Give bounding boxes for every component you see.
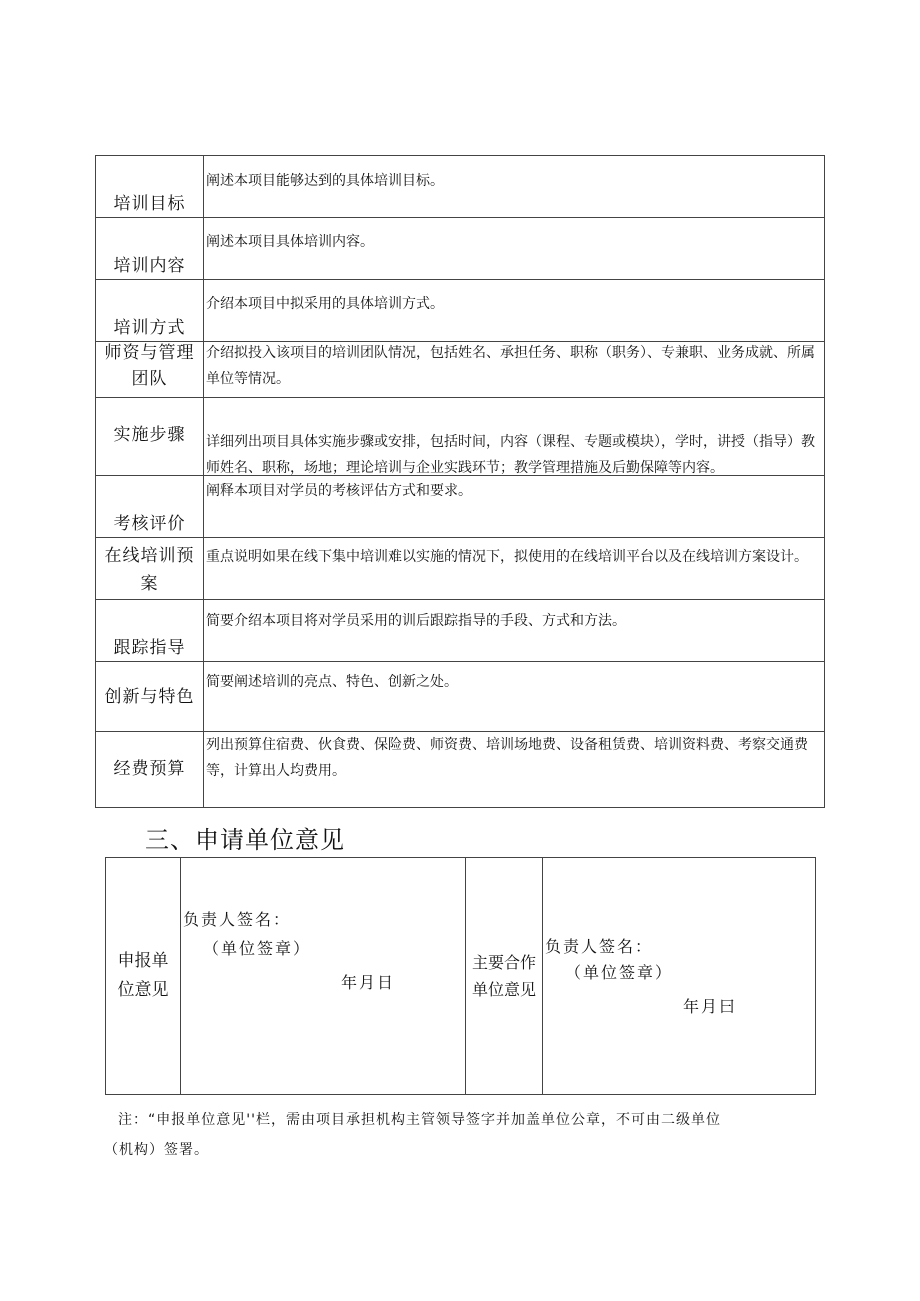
row-label: 师资与管理团队: [96, 342, 204, 398]
partner-date-label: 年月曰: [683, 997, 738, 1016]
table-row: [96, 662, 825, 732]
row-label: 培训内容: [96, 218, 204, 280]
row-label: 创新与特色: [96, 662, 204, 732]
table-row: [96, 342, 825, 398]
section-title: 三、申请单位意见: [145, 826, 345, 854]
row-label: 在线培训预案: [96, 538, 204, 600]
table-row: [96, 732, 825, 808]
table-row: [96, 218, 825, 280]
row-content: 阐释本项目对学员的考核评估方式和要求。: [204, 476, 825, 538]
row-label: 培训目标: [96, 156, 204, 218]
table-row: [96, 280, 825, 342]
table-row: [96, 476, 825, 538]
table-row: [96, 538, 825, 600]
row-content: 阐述本项目具体培训内容。: [204, 218, 825, 280]
row-label: 跟踪指导: [96, 600, 204, 662]
partner-seal-label: （单位签章）: [565, 963, 674, 982]
table-row: [96, 398, 825, 476]
partner-opinion-cell: [543, 858, 816, 1095]
row-content: 简要阐述培训的亮点、特色、创新之处。: [204, 662, 825, 732]
applicant-opinion-cell: [181, 858, 466, 1095]
row-content: 介绍本项目中拟采用的具体培训方式。: [204, 280, 825, 342]
footnote-line-2: （机构）签署。: [104, 1142, 209, 1158]
table-row: [106, 858, 816, 1095]
applicant-opinion-label: 申报单位意见: [106, 858, 181, 1095]
opinion-table: [105, 857, 816, 1095]
row-content: 介绍拟投入该项目的培训团队情况，包括姓名、承担任务、职称（职务）、专兼职、业务成就、所属单位等情况。: [204, 342, 825, 398]
applicant-seal-label: （单位签章）: [203, 939, 312, 958]
partner-sign-label: 负责人签名：: [545, 937, 654, 956]
row-content: 详细列出项目具体实施步骤或安排，包括时间，内容（课程、专题或模块），学时，讲授（指导）教师姓名、职称，场地；理论培训与企业实践环节；教学管理措施及后勤保障等内容。: [204, 398, 825, 476]
table-row: [96, 600, 825, 662]
row-label: 培训方式: [96, 280, 204, 342]
row-content: 简要介绍本项目将对学员采用的训后跟踪指导的手段、方式和方法。: [204, 600, 825, 662]
row-content: 阐述本项目能够达到的具体培训目标。: [204, 156, 825, 218]
row-content: 列出预算住宿费、伙食费、保险费、师资费、培训场地费、设备租赁费、培训资料费、考察交通费等，计算出人均费用。: [204, 732, 825, 808]
footnote: [104, 1105, 830, 1165]
row-label: 考核评价: [96, 476, 204, 538]
footnote-line-1: 注：“申报单位意见''栏，需由项目承担机构主管领导签字并加盖单位公章，不可由二级单位: [118, 1112, 721, 1128]
applicant-date-label: 年月日: [341, 973, 396, 992]
partner-opinion-label: 主要合作单位意见: [466, 858, 543, 1095]
table-row: [96, 156, 825, 218]
row-label: 实施步骤: [96, 398, 204, 476]
row-label: 经费预算: [96, 732, 204, 808]
row-content: 重点说明如果在线下集中培训难以实施的情况下，拟使用的在线培训平台以及在线培训方案设计。: [204, 538, 825, 600]
applicant-sign-label: 负责人签名：: [183, 910, 292, 929]
training-plan-table: [95, 155, 825, 808]
